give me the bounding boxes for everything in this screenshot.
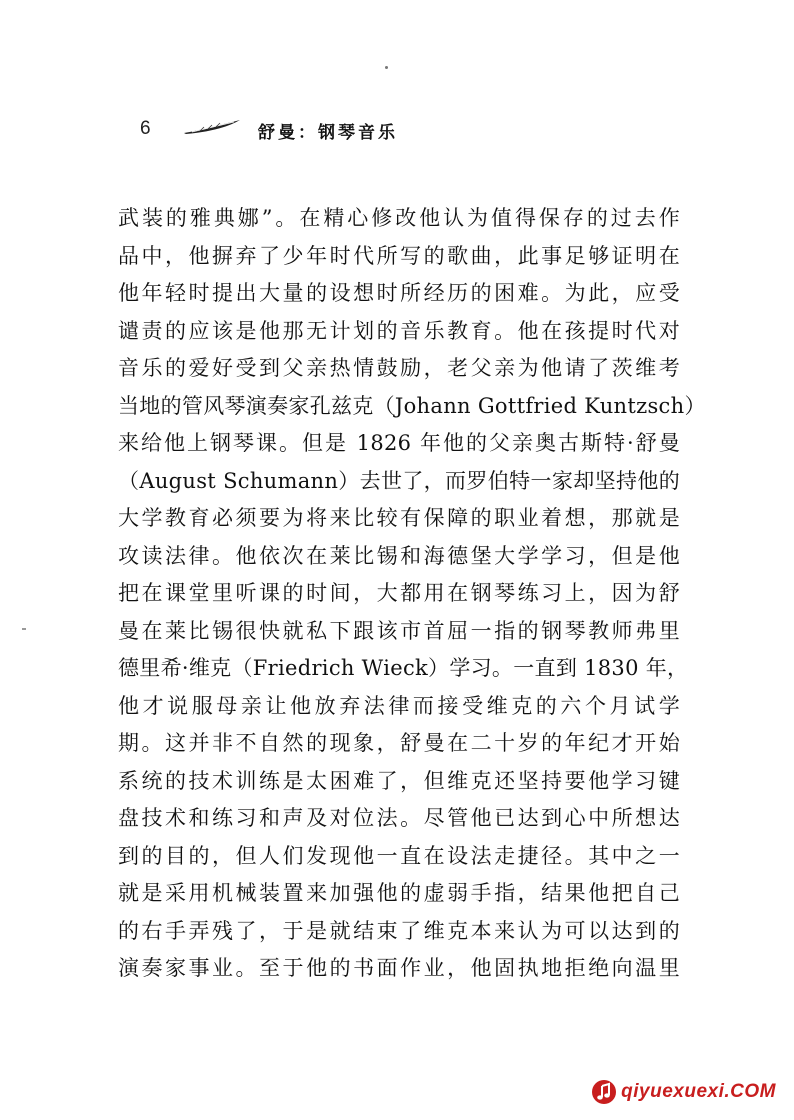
side-scan-mark <box>22 628 26 630</box>
text-line: 他才说服母亲让他放弃法律而接受维克的六个月试学 <box>118 693 680 718</box>
text-line: 的右手弄残了，于是就结束了维克本来认为可以达到的 <box>118 918 680 943</box>
text-line: 到的目的，但人们发现他一直在设法走捷径。其中之一 <box>118 843 680 868</box>
text-line: 就是采用机械装置来加强他的虚弱手指，结果他把自己 <box>118 881 680 905</box>
site-watermark <box>591 1078 776 1106</box>
body-text <box>118 200 706 988</box>
watermark-text: qiyuexuexi.COM <box>621 1081 776 1102</box>
text-line: 盘技术和练习和声及对位法。尽管他已达到心中所想达 <box>118 806 680 830</box>
running-title: 舒曼：钢琴音乐 <box>258 123 398 143</box>
text-line: 大学教育必须要为将来比较有保障的职业着想，那就是 <box>118 506 680 530</box>
top-scan-mark <box>385 66 388 69</box>
text-line: 演奏家事业。至于他的书面作业，他固执地拒绝向温里 <box>118 956 680 980</box>
text-line: 系统的技术训练是太困难了，但维克还坚持要他学习键 <box>118 768 680 793</box>
text-line: 来给他上钢琴课。但是 1826 年他的父亲奥古斯特·舒曼 <box>118 431 680 455</box>
text-line: 攻读法律。他依次在莱比锡和海德堡大学学习，但是他 <box>118 543 680 568</box>
text-line: 当地的管风琴演奏家孔兹克（Johann Gottfried Kuntzsch） <box>118 393 706 418</box>
quill-ornament-icon <box>182 118 242 136</box>
text-line: 音乐的爱好受到父亲热情鼓励，老父亲为他请了茨维考 <box>118 356 680 380</box>
page-number: 6 <box>140 118 151 139</box>
text-line: 曼在莱比锡很快就私下跟该市首屈一指的钢琴教师弗里 <box>118 618 680 643</box>
text-line: 期。这并非不自然的现象，舒曼在二十岁的年纪才开始 <box>118 731 680 755</box>
text-line: 武装的雅典娜”。在精心修改他认为值得保存的过去作 <box>118 206 680 230</box>
music-note-icon <box>591 1079 617 1105</box>
text-line: 谴责的应该是他那无计划的音乐教育。他在孩提时代对 <box>118 318 680 343</box>
text-line: 他年轻时提出大量的设想时所经历的困难。为此，应受 <box>118 281 680 305</box>
page-header <box>140 116 480 146</box>
text-line: 德里希·维克（Friedrich Wieck）学习。一直到 1830 年， <box>118 656 689 680</box>
text-line: 品中，他摒弃了少年时代所写的歌曲，此事足够证明在 <box>118 243 680 268</box>
text-line: 把在课堂里听课的时间，大都用在钢琴练习上，因为舒 <box>118 581 680 605</box>
text-line: （August Schumann）去世了，而罗伯特一家却坚持他的 <box>118 468 680 493</box>
